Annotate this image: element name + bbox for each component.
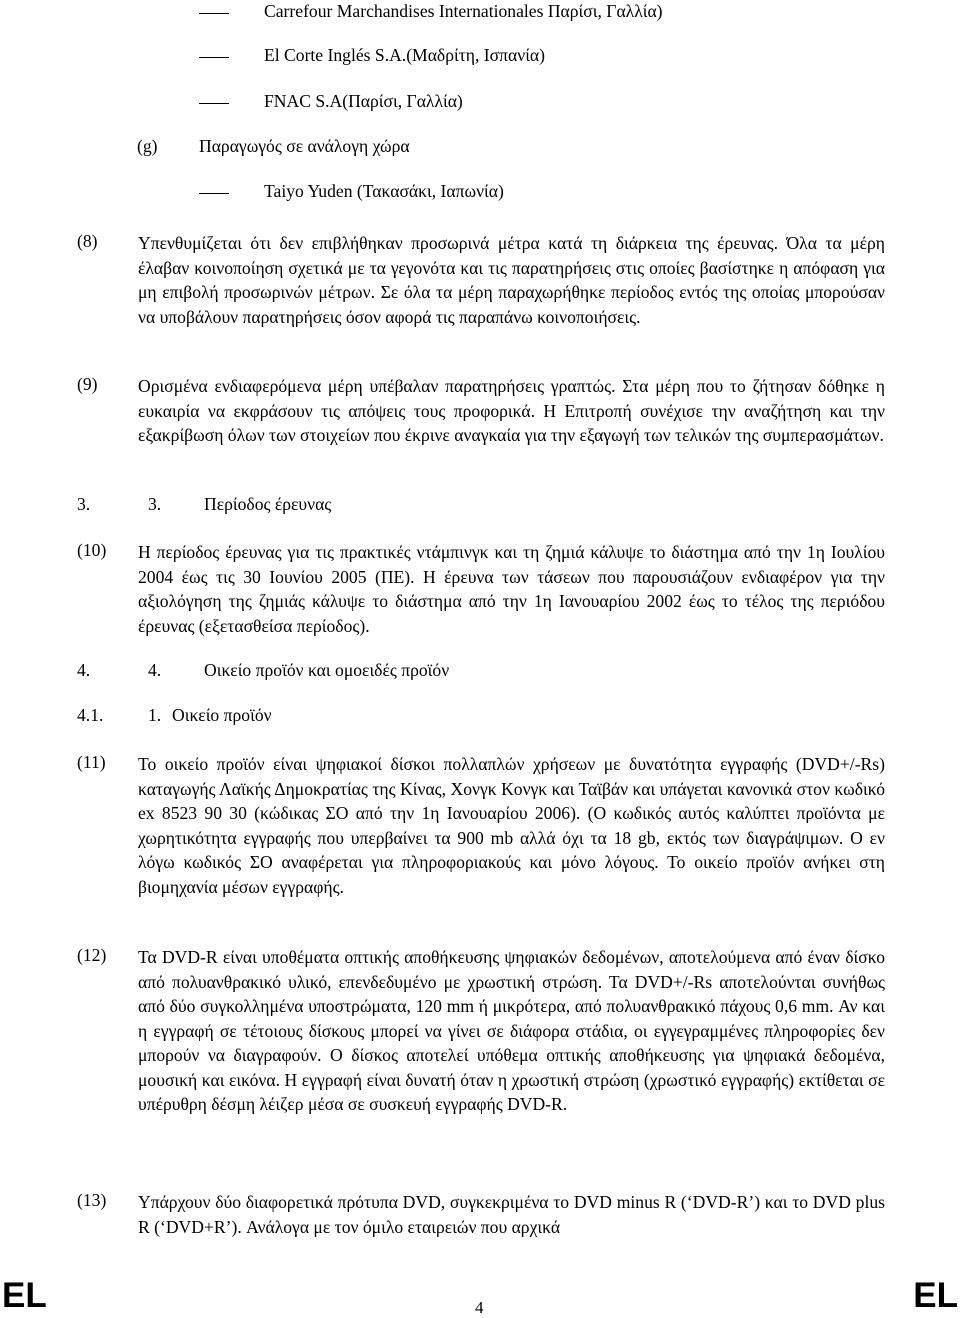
subsection-number: 1.: [148, 705, 162, 725]
paragraph-10: Η περίοδος έρευνας για τις πρακτικές ντάμπινγκ και τη ζημιά κάλυψε το διάστημα από την 1η Ιουλίου 2004 έως τις 30 Ιουνίου 2005 (ΠΕ). Η έρευνα των τάσεων που παρουσιάζουν ενδιαφέρον για την αξιολόγηση της ζημιάς κάλυψε το διάστημα από την 1η Ιανουαρίου 2002 έως το τέλος της περιόδου έρευνας (εξετασθείσα περίοδος).: [138, 542, 885, 636]
paragraph-number: (10): [77, 540, 107, 560]
subsection-number: 4.1.: [77, 705, 104, 725]
paragraph-number: (11): [77, 752, 106, 772]
section-number: 4.: [77, 660, 91, 680]
paragraph-number: (9): [77, 374, 98, 394]
footer-language-left: EL: [2, 1276, 47, 1315]
paragraph-12: Τα DVD-R είναι υποθέματα οπτικής αποθήκευσης ψηφιακών δεδομένων, αποτελούμενα από έναν δίσκο από πολυανθρακικό υλικό, επενδεδυμένο με χρωστική στρώση. Τα DVD+/-Rs αποτελούνται συνήθως από δύο συγκολλημένα υποστρώματα, 120 mm ή μικρότερα, από πολυανθρακικό πάχους 0,6 mm. Αν και η εγγραφή σε τέτοιους δίσκους μπορεί να γίνει σε διάφορα στάδια, οι εγγεγραμμένες πληροφορίες δεν μπορούν να διαγραφούν. Ο δίσκος αποτελεί υπόθεμα οπτικής αποθήκευσης για ψηφιακά δεδομένα, μουσική και εικόνα. Η εγγραφή είναι δυνατή όταν η χρωστική στρώση (χρωστικό εγγραφής) εκτίθεται σε υπέρυθρη δέσμη λέιζερ μέσα σε συσκευή εγγραφής DVD-R.: [138, 947, 885, 1114]
section-title: Οικείο προϊόν και ομοειδές προϊόν: [204, 660, 450, 680]
paragraph-8: Υπενθυμίζεται ότι δεν επιβλήθηκαν προσωρινά μέτρα κατά τη διάρκεια της έρευνας. Όλα τα μέρη έλαβαν κοινοποίηση σχετικά με τα γεγονότα και τις παρατηρήσεις στις οποίες βασίστηκε η απόφαση για μη επιβολή προσωρινών μέτρων. Σε όλα τα μέρη παραχωρήθηκε περίοδος εντός της οποίας μπορούσαν να υποβάλουν παρατηρήσεις όσον αφορά τις παραπάνω κοινοποιήσεις.: [138, 233, 885, 327]
list-dash: [199, 57, 229, 58]
item-g-text: Παραγωγός σε ανάλογη χώρα: [199, 136, 410, 156]
section-title: Περίοδος έρευνας: [204, 494, 332, 514]
section-number: 3.: [77, 494, 91, 514]
list-dash: [199, 103, 229, 104]
list-dash: [199, 193, 229, 194]
paragraph-number: (12): [77, 945, 107, 965]
subsection-title: Οικείο προϊόν: [172, 705, 272, 725]
list-item: Taiyo Yuden (Τακασάκι, Ιαπωνία): [264, 181, 504, 201]
list-item: FNAC S.A(Παρίσι, Γαλλία): [264, 91, 463, 111]
paragraph-11: Το οικείο προϊόν είναι ψηφιακοί δίσκοι πολλαπλών χρήσεων με δυνατότητα εγγραφής (DVD+/-Rs) καταγωγής Λαϊκής Δημοκρατίας της Κίνας, Χονγκ Κονγκ και Ταϊβάν και υπάγεται κανονικά στον κωδικό ex 8523 90 30 (κώδικας ΣΟ από την 1η Ιανουαρίου 2006). (Ο κωδικός αυτός καλύπτει προϊόντα με χωρητικότητα εγγραφής που υπερβαίνει τα 900 mb αλλά όχι τα 18 gb, εκτός των διαγράψιμων. Ο εν λόγω κωδικός ΣΟ αναφέρεται για πληροφοριακούς και μόνο λόγους. Το οικείο προϊόν ανήκει στη βιομηχανία μέσων εγγραφής.: [138, 754, 885, 897]
item-g-label: (g): [137, 136, 158, 156]
paragraph-number: (13): [77, 1190, 107, 1210]
paragraph-9: Ορισμένα ενδιαφερόμενα μέρη υπέβαλαν παρατηρήσεις γραπτώς. Στα μέρη που το ζήτησαν δόθηκε η ευκαιρία να εκφράσουν τις απόψεις τους προφορικά. Η Επιτροπή συνέχισε την αναζήτηση και την εξακρίβωση όλων των στοιχείων που έκρινε αναγκαία για την εξαγωγή των τελικών της συμπερασμάτων.: [138, 376, 885, 445]
section-number: 3.: [148, 494, 162, 514]
list-dash: [199, 13, 229, 14]
list-item: El Corte Inglés S.A.(Μαδρίτη, Ισπανία): [264, 45, 546, 65]
list-item: Carrefour Marchandises Internationales Παρίσι, Γαλλία): [264, 1, 663, 21]
footer-language-right: EL: [913, 1276, 958, 1315]
page-number: 4: [475, 1298, 484, 1317]
paragraph-number: (8): [77, 231, 98, 251]
section-number: 4.: [148, 660, 162, 680]
paragraph-13: Υπάρχουν δύο διαφορετικά πρότυπα DVD, συγκεκριμένα το DVD minus R (‘DVD-R’) και το DVD plus R (‘DVD+R’). Ανάλογα με τον όμιλο εταιρειών που αρχικά: [138, 1192, 885, 1237]
